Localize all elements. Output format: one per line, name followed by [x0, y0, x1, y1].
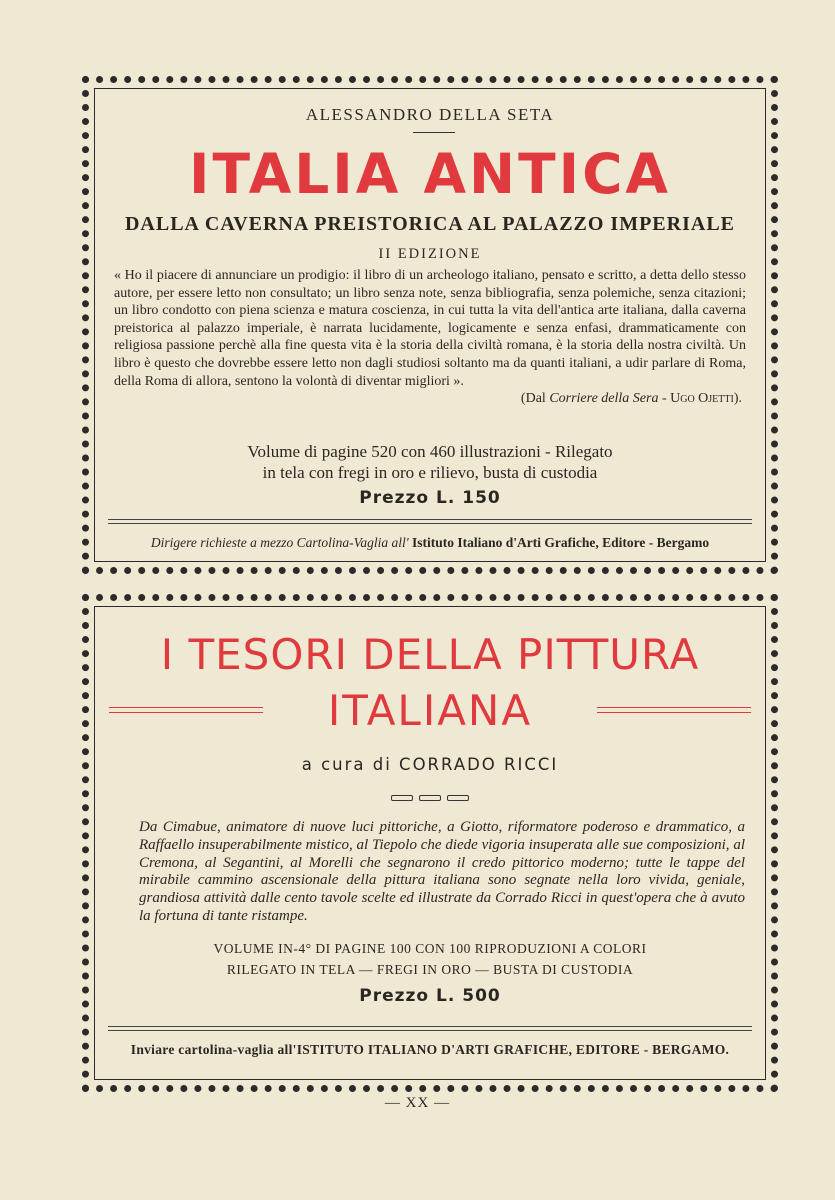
- volume-line-2: in tela con fregi in oro e rilievo, busta di custodia: [262, 463, 598, 482]
- ornament-bar: [419, 795, 441, 801]
- book-title-line-2: ITALIANA: [327, 686, 533, 735]
- advertisement-italia-antica: [82, 76, 778, 574]
- curator-line: a cura di CORRADO RICCI: [301, 755, 559, 774]
- order-instructions: [109, 535, 751, 551]
- right-red-rule: [597, 707, 751, 713]
- volume-info: [89, 938, 771, 980]
- book-subtitle: DALLA CAVERNA PREISTORICA AL PALAZZO IMPERIALE: [124, 213, 735, 235]
- footer-divider: [108, 1026, 752, 1031]
- advertisement-tesori-pittura: [82, 594, 778, 1092]
- source-prefix: (Dal: [520, 391, 550, 407]
- author-divider: [413, 132, 455, 133]
- volume-line-1: VOLUME IN-4° DI PAGINE 100 CON 100 RIPRODUZIONI A COLORI: [213, 941, 647, 956]
- order-instructions-italic: Dirigere richieste a mezzo Cartolina-Vaglia all': [150, 535, 409, 550]
- source-author: - Ugo Ojetti).: [658, 391, 742, 407]
- quote-source: [114, 390, 746, 408]
- left-red-rule: [109, 707, 263, 713]
- review-quote: [114, 267, 746, 408]
- quote-text: « Ho il piacere di annunciare un prodigio: il libro di un archeologo italiano, pensato e scritto, a detta dello stesso autore, per essere letto non consultato; un libro senza note, senza bibliografia, senza polemiche, senza citazioni; un libro condotto con piena scienza e matura coscienza, in cui tutta la vita dell'antica arte italiana, dalla caverna preistorica al palazzo imperiale, è narrata lucidamente, logicamente e senza enfasi, drammaticamente con religiosa passione perchè alla fine questa vita è la storia della civiltà romana, è la storia della nostra civiltà. Un libro è questo che dovrebbe essere letto non dagli studiosi soltanto ma da quanti italiani, a udir parlare di Roma, della Roma di allora, sentono la volontà di diventar migliori ».: [114, 268, 746, 389]
- volume-line-1: Volume di pagine 520 con 460 illustrazioni - Rilegato: [247, 442, 613, 461]
- ornament-bar: [447, 795, 469, 801]
- order-instructions: Inviare cartolina-vaglia all'ISTITUTO ITALIANO D'ARTI GRAFICHE, EDITORE - BERGAMO.: [130, 1042, 730, 1057]
- ornament-bar: [391, 795, 413, 801]
- volume-line-2: RILEGATO IN TELA — FREGI IN ORO — BUSTA DI CUSTODIA: [226, 962, 634, 977]
- source-newspaper: Corriere della Sera: [549, 391, 659, 407]
- author-name: ALESSANDRO DELLA SETA: [305, 105, 555, 124]
- book-description: Da Cimabue, animatore di nuove luci pittoriche, a Giotto, riformatore poderoso e drammatico, a Raffaello insuperabilmente mistico, al Tiepolo che diede vigoria insuperata alle sue composizioni, al Cremona, al Segantini, al Morelli che segnarono il credo pittorico moderno; tutte le tappe del mirabile cammino ascensionale della pittura italiana sono segnate nella loro vivida, geniale, grandiosa attività dalle cento tavole scelte ed illustrate da Corrado Ricci in quest'opera che à avuto la fortuna di tante ristampe.: [139, 819, 745, 924]
- book-title-line-1: I TESORI DELLA PITTURA: [160, 630, 700, 679]
- footer-divider: [108, 519, 752, 524]
- page-number: — XX —: [384, 1095, 451, 1111]
- price: Prezzo L. 150: [359, 488, 501, 508]
- edition-label: II EDIZIONE: [378, 246, 482, 262]
- price: Prezzo L. 500: [359, 986, 501, 1006]
- publisher-name: Istituto Italiano d'Arti Grafiche, Editore - Bergamo: [408, 535, 710, 550]
- ornament: [89, 786, 771, 805]
- volume-info: [89, 441, 771, 483]
- book-title: ITALIA ANTICA: [188, 142, 671, 206]
